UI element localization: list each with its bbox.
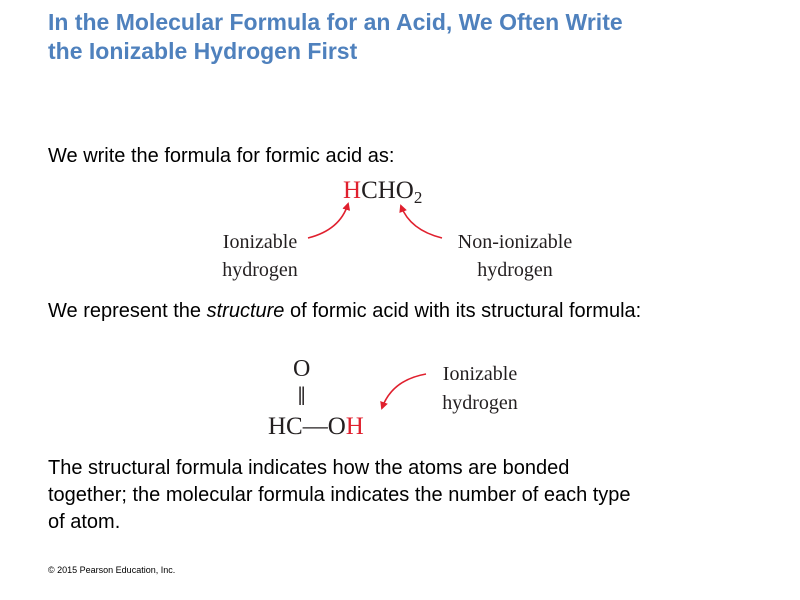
label-non-ionizable-hydrogen — [440, 228, 590, 284]
label-non-ionizable-line-2: hydrogen — [477, 259, 553, 281]
molecular-formula — [343, 176, 422, 213]
label-structure-line-1: Ionizable — [442, 363, 518, 385]
arrow-to-structure-h — [382, 374, 426, 408]
copyright-footer: © 2015 Pearson Education, Inc. — [48, 565, 176, 575]
structural-ionizable-h: H — [345, 413, 364, 440]
slide-title-line-1: In the Molecular Formula for an Acid, We Often Write — [48, 9, 623, 35]
conclusion-line-3: of atom. — [48, 511, 121, 533]
label-ionizable-line-1: Ionizable — [222, 231, 298, 253]
structure-sentence-before: We represent the — [48, 300, 207, 322]
structural-oxygen: O — [327, 413, 346, 440]
molecular-formula-subscript: 2 — [413, 188, 423, 207]
label-ionizable-line-2: hydrogen — [222, 259, 298, 281]
structural-formula-main — [268, 412, 364, 442]
slide-title — [48, 8, 768, 66]
structure-sentence — [48, 299, 641, 323]
structure-sentence-emphasis: structure — [206, 300, 285, 322]
structural-single-bond: — — [302, 413, 328, 440]
label-structure-line-2: hydrogen — [442, 392, 518, 414]
label-non-ionizable-line-1: Non-ionizable — [457, 231, 573, 253]
slide-title-line-2: the Ionizable Hydrogen First — [48, 38, 358, 64]
structural-double-bond: ‖ — [297, 382, 307, 411]
structure-sentence-after: of formic acid with its structural formula: — [284, 300, 642, 322]
label-ionizable-hydrogen-structure — [425, 360, 535, 418]
label-ionizable-hydrogen-top — [205, 228, 315, 284]
structural-carbon-group: HC — [268, 413, 303, 440]
conclusion-text — [48, 455, 631, 536]
molecular-formula-rest: CHO — [361, 177, 414, 204]
conclusion-line-2: together; the molecular formula indicates the number of each type — [48, 484, 631, 506]
molecular-formula-ionizable-h: H — [343, 177, 362, 204]
structural-oxygen-top: O — [293, 356, 311, 382]
intro-text: We write the formula for formic acid as: — [48, 145, 395, 167]
conclusion-line-1: The structural formula indicates how the atoms are bonded — [48, 457, 570, 479]
